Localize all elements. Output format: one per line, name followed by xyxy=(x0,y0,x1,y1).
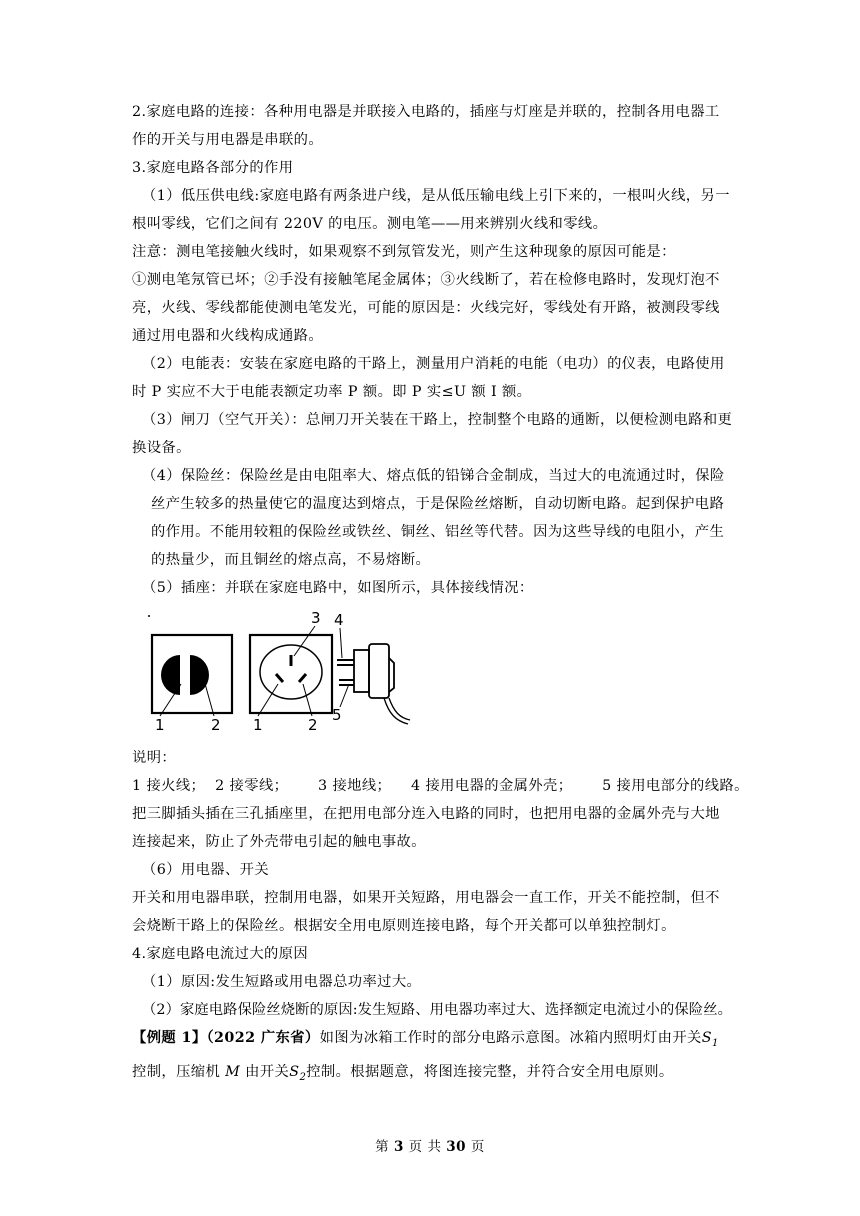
example-text: 如图为冰箱工作时的部分电路示意图。冰箱内照明灯由开关 xyxy=(319,1030,702,1046)
footer-text: 页 共 xyxy=(403,1139,447,1155)
socket-label: 1 xyxy=(253,716,263,734)
socket-label: 2 xyxy=(211,716,221,734)
paragraph: 连接起来，防止了外壳带电引起的触电事故。 xyxy=(132,834,426,850)
paragraph: 说明： xyxy=(132,750,177,766)
socket-diagram xyxy=(132,608,432,740)
paragraph: 时 P 实应不大于电能表额定功率 P 额。即 P 实≤U 额 I 额。 xyxy=(132,384,532,400)
math-symbol xyxy=(701,1030,719,1049)
paragraph: 注意：测电笔接触火线时，如果观察不到氖管发光，则产生这种现象的原因可能是： xyxy=(132,244,676,260)
socket-label: 5 xyxy=(332,706,342,724)
paragraph: 通过用电器和火线构成通路。 xyxy=(132,328,324,344)
paragraph: （5）插座：并联在家庭电路中，如图所示，具体接线情况： xyxy=(142,580,534,596)
paragraph: 开关和用电器串联，控制用电器，如果开关短路，用电器会一直工作，开关不能控制，但不 xyxy=(132,890,720,906)
paragraph: 作的开关与用电器是串联的。 xyxy=(132,132,324,148)
paragraph: （3）闸刀（空气开关）：总闸刀开关装在干路上，控制整个电路的通断，以便检测电路和更 xyxy=(142,412,733,428)
paragraph: ①测电笔氖管已坏；②手没有接触笔尾金属体；③火线断了，若在检修电路时，发现灯泡不 xyxy=(132,272,720,288)
socket-label: 2 xyxy=(308,716,318,734)
paragraph: 会烧断干路上的保险丝。根据安全用电原则连接电路，每个开关都可以单独控制灯。 xyxy=(132,918,676,934)
paragraph: 换设备。 xyxy=(132,440,191,456)
page-total: 30 xyxy=(446,1139,467,1155)
footer-text: 页 xyxy=(466,1139,485,1155)
paragraph: 亮，火线、零线都能使测电笔发光，可能的原因是：火线完好，零线处有开路，被测段零线 xyxy=(132,300,720,316)
example-paragraph xyxy=(132,1058,737,1092)
footer-text: 第 xyxy=(375,1139,394,1155)
paragraph: （4）保险丝：保险丝是由电阻率大、熔点低的铅锑合金制成，当过大的电流通过时，保险 xyxy=(142,468,725,484)
paragraph: 根叫零线，它们之间有 220V 的电压。测电笔——用来辨别火线和零线。 xyxy=(132,216,608,232)
math-var: S xyxy=(289,1063,300,1080)
section-heading: 3.家庭电路各部分的作用 xyxy=(132,160,294,176)
socket-figure xyxy=(132,608,737,740)
paragraph: 的作用。不能用较粗的保险丝或铁丝、铜丝、铝丝等代替。因为这些导线的电阻小，产生 xyxy=(151,524,725,540)
page-number: 3 xyxy=(393,1139,404,1155)
example-text: 控制，压缩机 xyxy=(132,1063,226,1080)
socket-label: 3 xyxy=(311,609,321,627)
math-subscript: 2 xyxy=(299,1071,307,1083)
paragraph: （1）原因:发生短路或用电器总功率过大。 xyxy=(142,974,422,990)
math-symbol xyxy=(289,1063,307,1083)
paragraph: （1）低压供电线:家庭电路有两条进户线，是从低压输电线上引下来的，一根叫火线，另一 xyxy=(142,188,730,204)
paragraph: 2.家庭电路的连接：各种用电器是并联接入电路的，插座与灯座是并联的，控制各用电器工 xyxy=(132,104,720,120)
paragraph: 的热量少，而且铜丝的熔点高，不易熔断。 xyxy=(151,552,431,568)
socket-label: 1 xyxy=(155,716,165,734)
paragraph: 1 接火线； 2 接零线； 3 接地线； 4 接用电器的金属外壳； 5 接用电部分的线路。 xyxy=(132,778,749,794)
document-body xyxy=(132,98,749,1092)
paragraph: （6）用电器、开关 xyxy=(142,862,270,878)
example-text: 由开关 xyxy=(240,1063,290,1080)
paragraph: （2）电能表：安装在家庭电路的干路上，测量用户消耗的电能（电功）的仪表，电路使用 xyxy=(142,356,725,372)
example-paragraph xyxy=(132,1024,737,1058)
paragraph: 丝产生较多的热量使它的温度达到熔点，于是保险丝熔断，自动切断电路。起到保护电路 xyxy=(151,496,725,512)
paragraph: （2）家庭电路保险丝烧断的原因:发生短路、用电器功率过大、选择额定电流过小的保险丝。 xyxy=(142,1002,732,1018)
paragraph: 把三脚插头插在三孔插座里，在把用电部分连入电路的同时，也把用电器的金属外壳与大地 xyxy=(132,806,720,822)
math-var: S xyxy=(701,1030,712,1046)
example-text: 控制。根据题意，将图连接完整，并符合安全用电原则。 xyxy=(306,1063,674,1080)
math-subscript: 1 xyxy=(711,1037,719,1049)
page-footer xyxy=(0,1135,860,1155)
math-var: M xyxy=(225,1063,241,1080)
socket-label: 4 xyxy=(334,611,344,629)
example-label: 【例题 1】（2022 广东省） xyxy=(132,1030,320,1046)
section-heading: 4.家庭电路电流过大的原因 xyxy=(132,946,309,962)
